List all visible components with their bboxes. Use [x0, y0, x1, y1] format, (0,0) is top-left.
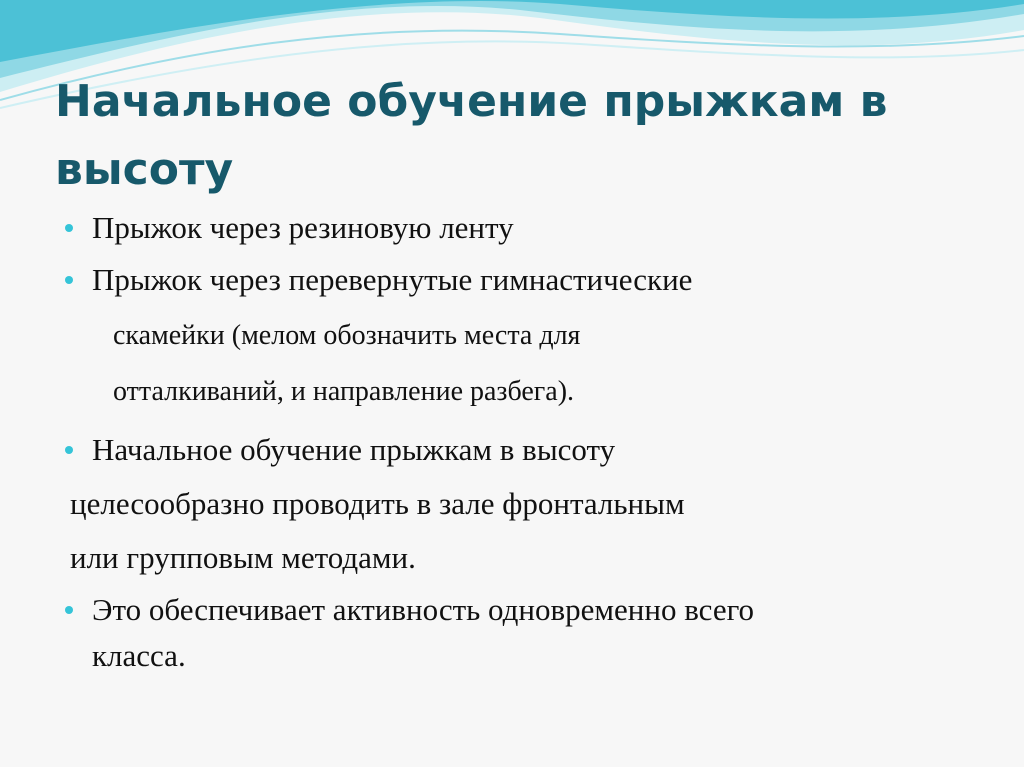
bullet-3-line-3: или групповым методами. — [70, 540, 416, 575]
bullet-2-line-2: скамейки (мелом обозначить места для — [113, 320, 581, 351]
slide-title: Начальное обучение прыжкам в высоту — [55, 76, 888, 195]
bullet-3-line-1: Начальное обучение прыжкам в высоту — [92, 432, 616, 467]
bullet-dot — [65, 606, 73, 614]
bullet-4-line-1: Это обеспечивает активность одновременно всего — [92, 592, 755, 627]
bullet-1-line-1: Прыжок через резиновую ленту — [92, 210, 514, 245]
bullet-dot — [65, 276, 73, 284]
bullet-2-line-1: Прыжок через перевернутые гимнастические — [92, 262, 693, 297]
bullet-dot — [65, 446, 73, 454]
bullet-2-line-3: отталкиваний, и направление разбега). — [113, 376, 575, 407]
bullet-4-line-2: класса. — [92, 638, 186, 673]
bullet-dot — [65, 224, 73, 232]
bullet-3-line-2: целесообразно проводить в зале фронтальным — [70, 486, 685, 521]
